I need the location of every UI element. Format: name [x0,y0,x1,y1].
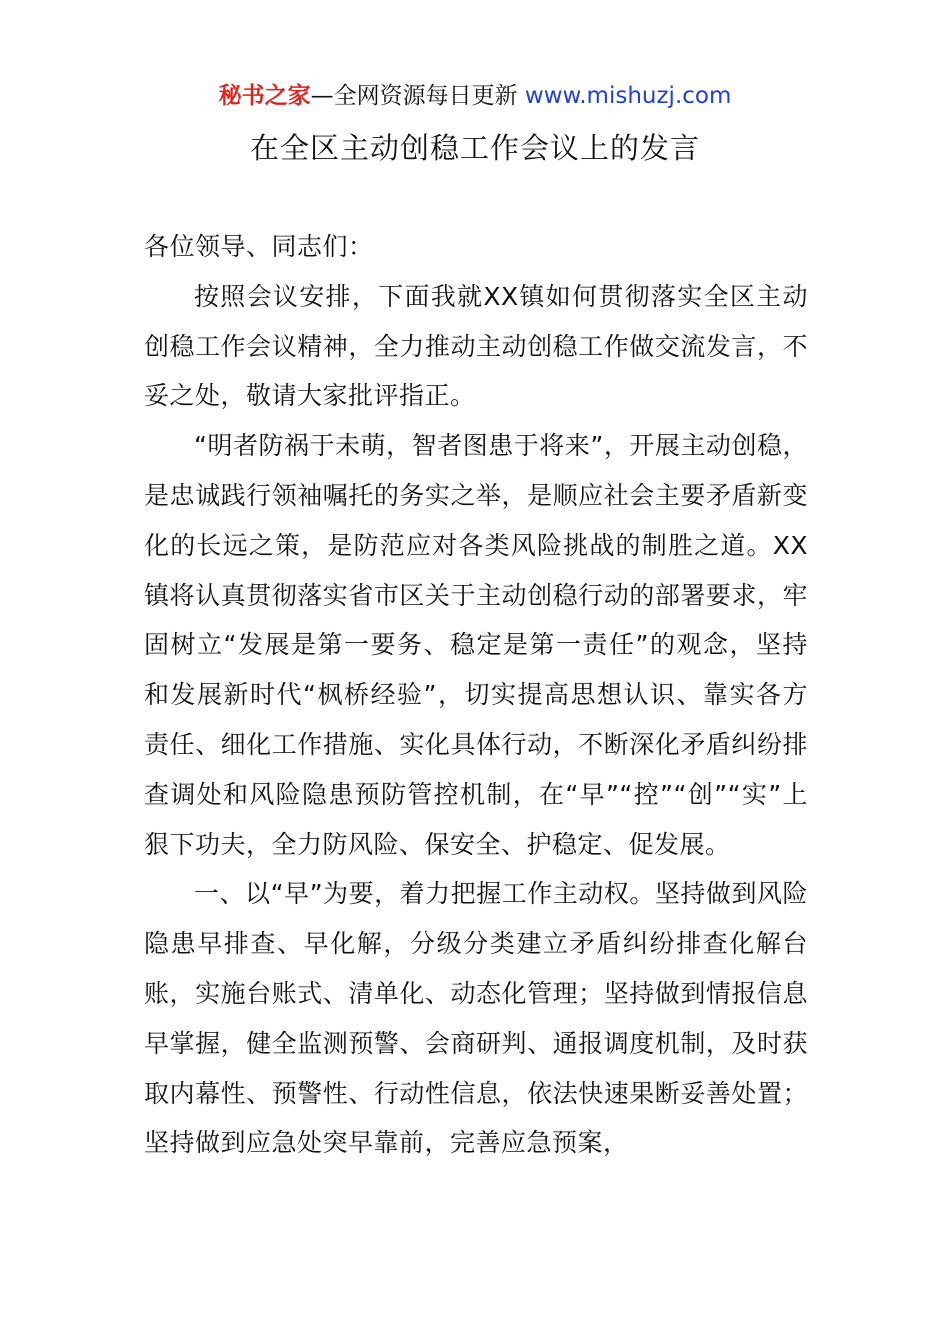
site-header [0,80,950,112]
body-paragraph: 一、以“早”为要，着力把握工作主动权。坚持做到风险隐患早排查、早化解，分级分类建立矛盾纠纷排查化解台账，实施台账式、清单化、动态化管理；坚持做到情报信息早掌握，健全监测预警、会商研判、通报调度机制，及时获取内幕性、预警性、行动性信息，依法快速果断妥善处置；坚持做到应急处突早靠前，完善应急预案， [144,879,808,1158]
salutation: 各位领导、同志们： [144,232,374,261]
site-tagline: —全网资源每日更新 [310,83,518,109]
document-body [144,222,808,1168]
site-name: 秘书之家 [218,83,311,109]
site-url-link[interactable]: www.mishuzj.com [524,83,732,109]
body-paragraph: “明者防祸于未萌，智者图患于将来”，开展主动创稳，是忠诚践行领袖嘱托的务实之举，是顺应社会主要矛盾新变化的长远之策，是防范应对各类风险挑战的制胜之道。XX镇将认真贯彻落实省市区关于主动创稳行动的部署要求，牢固树立“发展是第一要务、稳定是第一责任”的观念，坚持和发展新时代“枫桥经验”，切实提高思想认识、靠实各方责任、细化工作措施、实化具体行动，不断深化矛盾纠纷排查调处和风险隐患预防管控机制，在“早”“控”“创”“实”上狠下功夫，全力防风险、保安全、护稳定、促发展。 [144,431,808,859]
document-title: 在全区主动创稳工作会议上的发言 [249,131,700,165]
body-paragraph: 按照会议安排，下面我就XX镇如何贯彻落实全区主动创稳工作会议精神，全力推动主动创稳工作做交流发言，不妥之处，敬请大家批评指正。 [144,281,808,411]
